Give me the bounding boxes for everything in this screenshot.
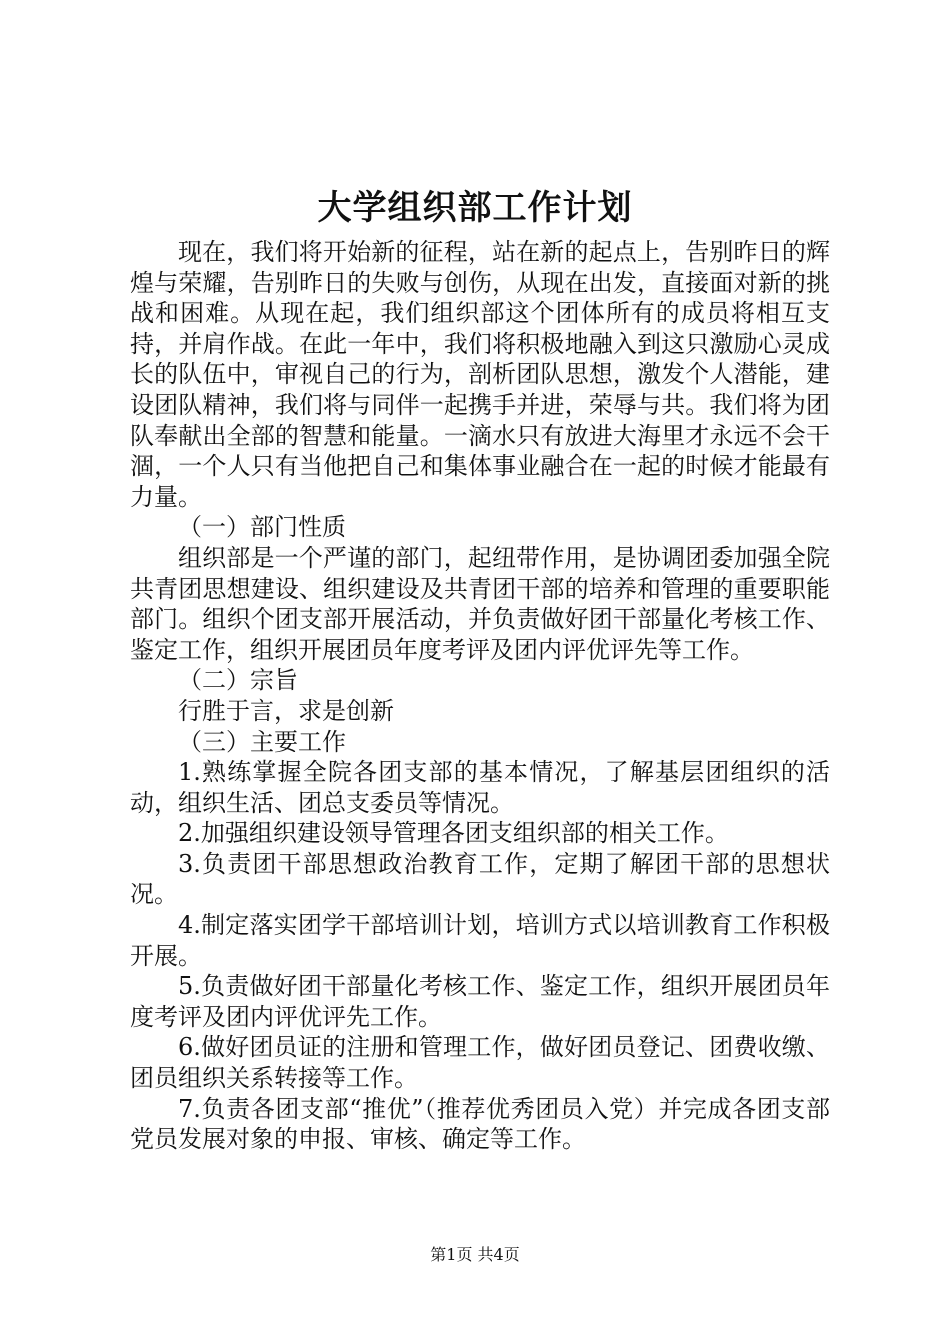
section-heading-purpose: （二）宗旨 xyxy=(178,666,298,695)
task-item-6: 6.做好团员证的注册和管理工作，做好团员登记、团费收缴、团员组织关系转接等工作。 xyxy=(130,1033,830,1093)
intro-paragraph: 现在，我们将开始新的征程，站在新的起点上，告别昨日的辉煌与荣耀，告别昨日的失败与创伤，从现在出发，直接面对新的挑战和困难。从现在起，我们组织部这个团体所有的成员将相互支持，并肩作战。在此一年中，我们将积极地融入到这只激励心灵成长的队伍中，审视自己的行为，剖析团队思想，激发个人潜能，建设团队精神，我们将与同伴一起携手并进，荣辱与共。我们将为团队奉献出全部的智慧和能量。一滴水只有放进大海里才永远不会干涸，一个人只有当他把自己和集体事业融合在一起的时候才能最有力量。 xyxy=(130,238,830,511)
task-item-1: 1.熟练掌握全院各团支部的基本情况，了解基层团组织的活动，组织生活、团总支委员等情况。 xyxy=(130,758,830,817)
section-paragraph-purpose: 行胜于言，求是创新 xyxy=(178,696,394,725)
section-heading-main-work: （三）主要工作 xyxy=(178,727,346,756)
document-body xyxy=(130,237,830,1155)
task-item-7: 7.负责各团支部“推优”（推荐优秀团员入党）并完成各团支部党员发展对象的申报、审核、确定等工作。 xyxy=(130,1094,830,1154)
task-item-4: 4.制定落实团学干部培训计划，培训方式以培训教育工作积极开展。 xyxy=(130,911,830,970)
page-footer: 第1页 共4页 xyxy=(430,1245,520,1264)
section-paragraph-nature: 组织部是一个严谨的部门，起纽带作用，是协调团委加强全院共青团思想建设、组织建设及共青团干部的培养和管理的重要职能部门。组织个团支部开展活动，并负责做好团干部量化考核工作、鉴定工作，组织开展团员年度考评及团内评优评先等工作。 xyxy=(130,543,830,664)
section-heading-nature: （一）部门性质 xyxy=(178,513,346,542)
task-item-5: 5.负责做好团干部量化考核工作、鉴定工作，组织开展团员年度考评及团内评优评先工作。 xyxy=(130,972,830,1031)
task-item-2: 2.加强组织建设领导管理各团支组织部的相关工作。 xyxy=(178,819,729,848)
task-item-3: 3.负责团干部思想政治教育工作，定期了解团干部的思想状况。 xyxy=(130,849,830,909)
document-title: 大学组织部工作计划 xyxy=(317,188,633,228)
